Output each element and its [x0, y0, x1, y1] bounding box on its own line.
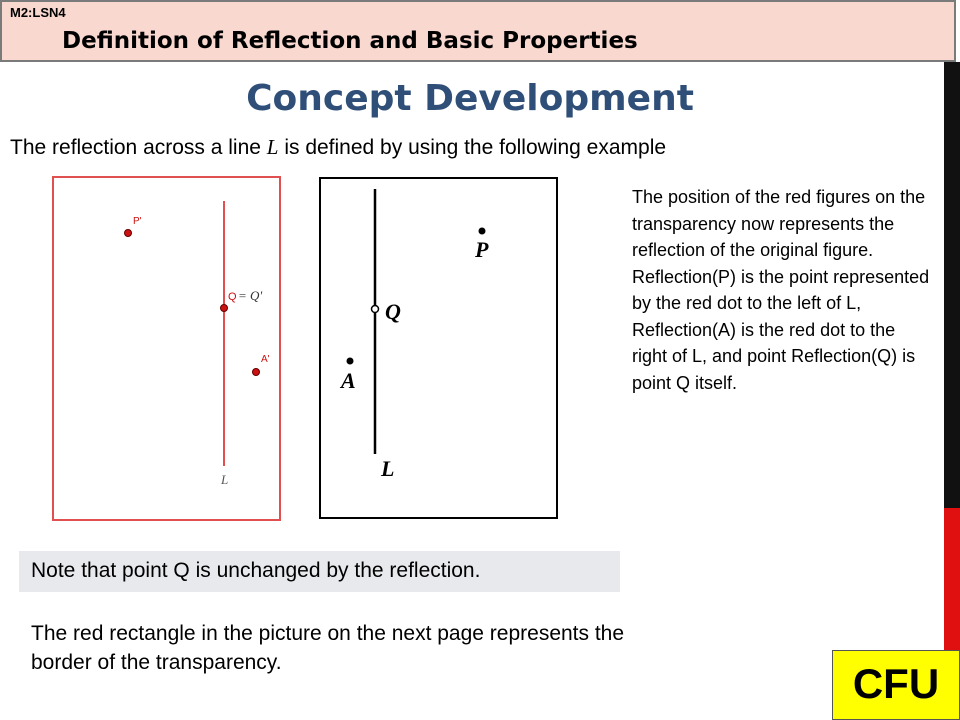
- point-p-prime: [125, 230, 132, 237]
- original-figure-border: [320, 178, 557, 518]
- point-p: [479, 228, 486, 235]
- lesson-header: [0, 0, 956, 62]
- original-figure: [319, 177, 559, 520]
- note-box: [19, 551, 620, 592]
- note-text: Note that point Q is unchanged by the reflection.: [31, 559, 481, 582]
- transparency-border: [53, 177, 280, 520]
- label-p: P: [475, 237, 489, 262]
- explanation-text: The position of the red figures on the transparency now represents the reflection of the original figure. Reflection(P) is the point represented by the red dot to the left of L, Reflection(A) is the red dot to the right of L, and point Reflection(Q) is point Q itself.: [632, 187, 930, 393]
- intro-sentence: [10, 135, 666, 160]
- next-page-text: The red rectangle in the picture on the next page represents the border of the transparency.: [31, 622, 625, 674]
- intro-line-name: L: [266, 135, 279, 159]
- label-line-l-right: L: [381, 456, 395, 481]
- right-edge-bar-dark: [944, 62, 960, 508]
- point-a-prime: [253, 369, 260, 376]
- label-line-l-left: L: [221, 472, 229, 487]
- label-q: Q: [228, 291, 237, 303]
- label-q-prime: = Q': [238, 288, 263, 303]
- label-p-prime: P': [133, 216, 142, 227]
- label-a-prime: A': [261, 354, 270, 365]
- point-q: [221, 305, 228, 312]
- cfu-button[interactable]: CFU: [832, 650, 960, 720]
- lesson-code: M2:LSN4: [10, 5, 66, 20]
- page-title: Concept Development: [246, 78, 694, 119]
- lesson-title: Definition of Reflection and Basic Properties: [62, 28, 638, 54]
- transparency-figure: [52, 176, 282, 522]
- point-q-original: [372, 306, 379, 313]
- label-a: A: [341, 368, 356, 393]
- intro-text-start: The reflection across a line: [10, 136, 267, 159]
- intro-text-end: is defined by using the following example: [278, 136, 667, 159]
- point-a: [347, 358, 354, 365]
- label-q-original: Q: [385, 299, 401, 324]
